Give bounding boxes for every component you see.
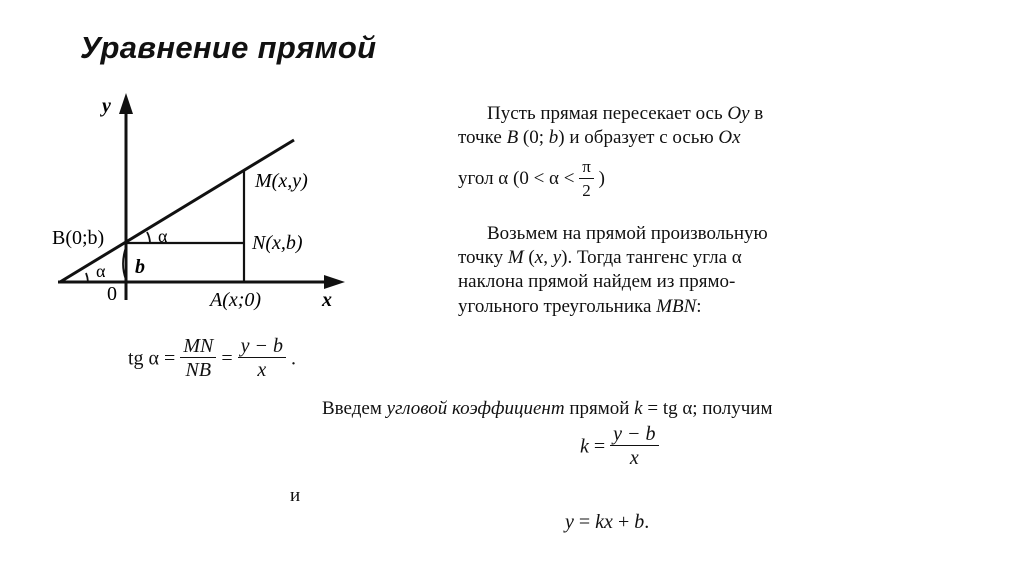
axis-ox: Ox [718, 127, 741, 148]
var-y: y [565, 511, 574, 533]
text: ) и образует с осью [558, 127, 719, 148]
point-a-label: A(x;0) [210, 289, 262, 311]
equals-sign: = [573, 511, 596, 533]
text: Пусть прямая пересекает ось [487, 103, 728, 124]
term-slope: угловой коэффициент [386, 398, 565, 419]
formula-line-equation [565, 510, 649, 534]
triangle-mbn: MBN [656, 296, 697, 317]
para1-line3 [458, 156, 605, 203]
x-axis-label: x [322, 289, 332, 311]
formula-tangent [128, 335, 296, 382]
plus-sign: + [612, 511, 635, 533]
conjunction-and: и [290, 485, 301, 506]
formula-k [580, 423, 659, 470]
fraction-numerator: π [579, 156, 594, 179]
fraction-numerator: MN [180, 335, 216, 358]
fraction-yb-x [238, 335, 286, 382]
x-axis-arrow [324, 275, 345, 289]
y-axis-arrow [119, 93, 133, 114]
point-b-label: B(0;b) [52, 227, 105, 249]
text: угол α (0 < α < [458, 167, 575, 189]
text: ( [523, 247, 535, 268]
var-b: b [634, 511, 645, 533]
text: ) [598, 167, 605, 189]
text: прямой [564, 398, 635, 419]
equals-sign: = [221, 347, 233, 370]
origin-label: 0 [107, 283, 117, 305]
fraction-mn-nb [180, 335, 216, 382]
tg-alpha: tg α = [128, 347, 176, 370]
fraction-denominator: NB [185, 359, 212, 381]
fraction-yb-x [610, 423, 658, 470]
var-k: k [634, 398, 643, 419]
fraction-denominator: x [629, 447, 639, 469]
fraction-denominator: 2 [582, 181, 591, 200]
point-n-label: N(x,b) [252, 232, 303, 254]
para2-line2 [458, 246, 742, 270]
para1-line1 [487, 102, 763, 126]
fraction-numerator: y − b [610, 423, 658, 446]
term-kx: kx [595, 511, 613, 533]
text: ). Тогда тангенс угла α [561, 247, 742, 268]
point-m-label: M(x,y) [255, 170, 308, 192]
equals-sign: = [593, 435, 606, 458]
text: точке [458, 127, 507, 148]
period: . [290, 347, 296, 370]
var-k: k [580, 435, 589, 458]
var-b: B [506, 127, 519, 148]
var-x: x [534, 247, 544, 268]
pi-over-two [579, 156, 594, 203]
para3 [322, 397, 772, 421]
text: = tg α; получим [642, 398, 773, 419]
para1-line2 [458, 126, 741, 150]
fraction-denominator: x [257, 359, 267, 381]
b-segment-label: b [135, 256, 145, 278]
angle-arc-top [147, 232, 150, 243]
y-axis-label: y [102, 95, 111, 117]
var-b: b [548, 127, 559, 148]
text: Введем [322, 398, 387, 419]
para2-line1: Возьмем на прямой произвольную [487, 223, 768, 244]
text: точку [458, 247, 508, 268]
para2-line3: наклона прямой найдем из прямо- [458, 271, 736, 292]
alpha-label-top: α [158, 226, 168, 246]
var-y: y [552, 247, 562, 268]
text: : [696, 296, 702, 317]
text: , [543, 247, 553, 268]
slide-title: Уравнение прямой [80, 30, 377, 65]
period: . [644, 511, 650, 533]
text: угольного треугольника [458, 296, 657, 317]
text: в [749, 103, 764, 124]
para2-line4 [458, 295, 702, 319]
line-diagram [0, 0, 420, 340]
axis-oy: Oy [727, 103, 750, 124]
fraction-numerator: y − b [238, 335, 286, 358]
alpha-label-bottom: α [96, 261, 106, 281]
text: (0; [518, 127, 549, 148]
var-m: M [507, 247, 524, 268]
